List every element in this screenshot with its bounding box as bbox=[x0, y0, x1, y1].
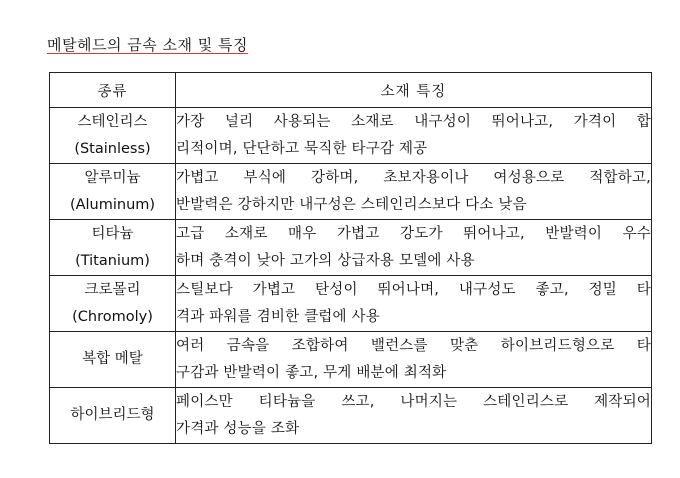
description-cell bbox=[176, 276, 652, 332]
type-name-english: (Stainless) bbox=[74, 140, 151, 157]
table-row bbox=[50, 388, 652, 444]
description-line: 고급 소재로 매우 가볍고 강도가 뛰어나고, 반발력이 우수 bbox=[176, 225, 651, 242]
type-name-korean: 하이브리드형 bbox=[70, 407, 155, 423]
type-name-korean: 알루미늄 bbox=[84, 169, 141, 186]
type-cell bbox=[50, 332, 176, 388]
table-row bbox=[50, 108, 652, 164]
table-row bbox=[50, 164, 652, 220]
document-title-text: 메탈헤드의 금속 소재 및 특징 bbox=[47, 36, 248, 54]
type-name-korean: 스테인리스 bbox=[77, 113, 148, 130]
table-header-row bbox=[50, 73, 652, 108]
type-cell bbox=[50, 108, 176, 164]
header-type: 종류 bbox=[50, 73, 176, 108]
description-line: 가격과 성능을 조화 bbox=[176, 420, 300, 437]
description-line: 가장 널리 사용되는 소재로 내구성이 뛰어나고, 가격이 합 bbox=[176, 113, 651, 130]
description-cell bbox=[176, 108, 652, 164]
description-line: 격과 파워를 겸비한 클럽에 사용 bbox=[176, 308, 380, 325]
description-cell bbox=[176, 388, 652, 444]
description-cell bbox=[176, 220, 652, 276]
table-row bbox=[50, 332, 652, 388]
document-title bbox=[47, 36, 248, 54]
type-cell bbox=[50, 220, 176, 276]
type-name-english: (Chromoly) bbox=[72, 308, 153, 325]
type-cell bbox=[50, 276, 176, 332]
description-line: 리적이며, 단단하고 묵직한 타구감 제공 bbox=[176, 140, 428, 157]
material-spec-table bbox=[49, 72, 652, 444]
type-name-korean: 크로몰리 bbox=[84, 281, 141, 298]
description-line: 하며 충격이 낮아 고가의 상급자용 모델에 사용 bbox=[176, 252, 475, 269]
header-features: 소재 특징 bbox=[176, 73, 652, 108]
description-line: 구감과 반발력이 좋고, 무게 배분에 최적화 bbox=[176, 364, 447, 381]
description-line: 반발력은 강하지만 내구성은 스테인리스보다 다소 낮음 bbox=[176, 196, 527, 213]
description-line: 페이스만 티타늄을 쓰고, 나머지는 스테인리스로 제작되어 bbox=[176, 393, 651, 410]
table-row bbox=[50, 220, 652, 276]
type-cell bbox=[50, 388, 176, 444]
type-name-english: (Titanium) bbox=[75, 252, 150, 269]
type-name-english: (Aluminum) bbox=[69, 196, 156, 213]
description-line: 스틸보다 가볍고 탄성이 뛰어나며, 내구성도 좋고, 정밀 타 bbox=[176, 281, 651, 298]
description-cell bbox=[176, 332, 652, 388]
type-name-korean: 복합 메탈 bbox=[82, 351, 143, 367]
description-cell bbox=[176, 164, 652, 220]
type-cell bbox=[50, 164, 176, 220]
description-line: 여러 금속을 조합하여 밸런스를 맞춘 하이브리드형으로 타 bbox=[176, 337, 651, 354]
description-line: 가볍고 부식에 강하며, 초보자용이나 여성용으로 적합하고, bbox=[176, 169, 651, 186]
type-name-korean: 티타늄 bbox=[91, 225, 134, 242]
table-row bbox=[50, 276, 652, 332]
